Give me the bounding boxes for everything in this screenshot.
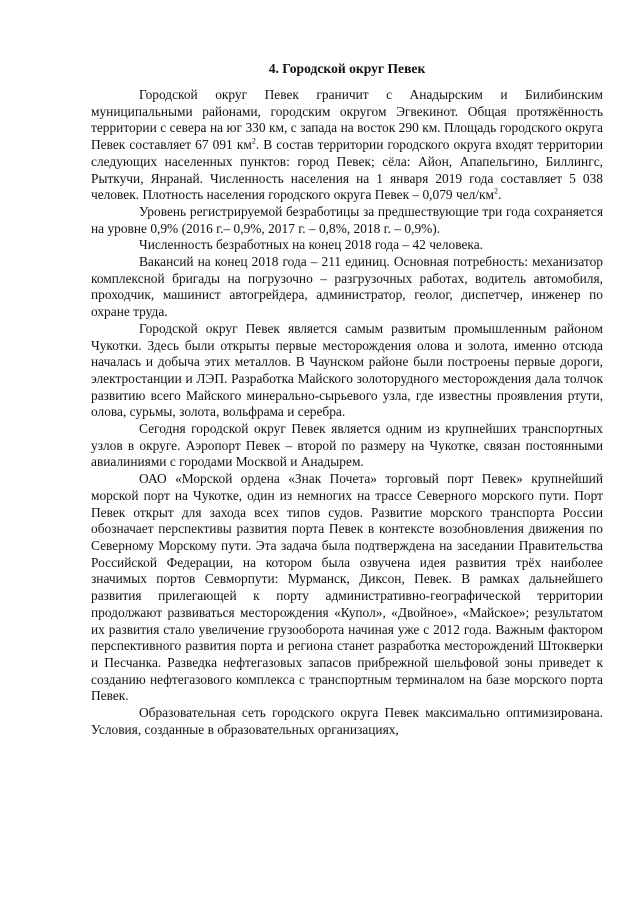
paragraph-transport: Сегодня городской округ Певек является одним из крупнейших транспортных узлов в округе. Аэропорт Певек – второй по размеру на Чукотке, связан постоянными авиалиниями с городами Москвой и Анадырем. xyxy=(91,421,603,470)
paragraph-education: Образовательная сеть городского округа Певек максимально оптимизирована. Условия, созданные в образовательных организациях, xyxy=(91,705,603,737)
superscript: 2 xyxy=(494,186,499,196)
paragraph-vacancies: Вакансий на конец 2018 года – 211 единиц. Основная потребность: механизатор комплексной бригады на погрузочно – разгрузочных работах, водитель автомобиля, проходчик, машинист автогрейдера, администратор, геолог, диспетчер, инженер по охране труда. xyxy=(91,254,603,320)
paragraph-text: . xyxy=(498,187,502,203)
paragraph-unemployment-rate: Уровень регистрируемой безработицы за предшествующие три года сохраняется на уровне 0,9% (2016 г.– 0,9%, 2017 г. – 0,8%, 2018 г. – 0,9%). xyxy=(91,203,603,236)
paragraph-unemployed-count: Численность безработных на конец 2018 года – 42 человека. xyxy=(139,237,484,253)
superscript: 2 xyxy=(251,136,256,146)
paragraph-territory xyxy=(91,87,603,204)
paragraph-industry: Городской округ Певек является самым развитым промышленным районом Чукотки. Здесь были открыты первые месторождения олова и золота, именно отсюда началась и добыча этих металлов. В Чаунском районе были построены первые дороги, электростанции и ЛЭП. Разработка Майского золоторудного месторождения дала толчок развитию всего Майского минерально-сырьевого узла, где известны проявления ртути, олова, сурьмы, золота, вольфрама и серебра. xyxy=(91,320,603,420)
paragraph-text: . В состав территории городского округа входят территории следующих населенных пунктов: город Певек; сёла: Айон, Апапельгино, Биллингс, Рыткучи, Янранай. Численность населения на 1 января 2019 года составляет 5 038 человек. Плотность населения городского округа Певек – 0,079 чел/км xyxy=(91,137,603,203)
section-title: 4. Городской округ Певек xyxy=(268,61,426,76)
paragraph-text: Городской округ Певек граничит с Анадырским и Билибинским муниципальными районами, городским округом Эгвекинот. Общая протяжённость территории с севера на юг 330 км, с запада на восток 290 км. Площадь городского округа Певек составляет 67 091 км xyxy=(91,87,603,153)
document-body xyxy=(91,60,603,738)
paragraph-sea-port: ОАО «Морской ордена «Знак Почета» торговый порт Певек» крупнейший морской порт на Чукотке, один из немногих на трассе Северного морского пути. Порт Певек открыт для захода всех типов судов. Развитие морского транспорта России обозначает перспективы развития порта Певек в контексте возобновления движения по Северному Морскому пути. Эта задача была подтверждена на заседании Правительства Российской Федерации, на котором была озвучена идея развития трёх наиболее значимых портов Севморпути: Мурманск, Диксон, Певек. В рамках дальнейшего развития прилегающей к порту административно-географической территории продолжают развиваться месторождения «Купол», «Двойное», «Майское»; результатом их развития стало увеличение грузооборота начиная уже с 2012 года. Важным фактором перспективного развития порта и региона станет разработка месторождений Штокверки и Песчанка. Разведка нефтегазовых запасов прибрежной шельфовой зоны приведет к созданию нефтегазового комплекса с транспортным терминалом на базе морского порта Певек. xyxy=(91,471,603,704)
